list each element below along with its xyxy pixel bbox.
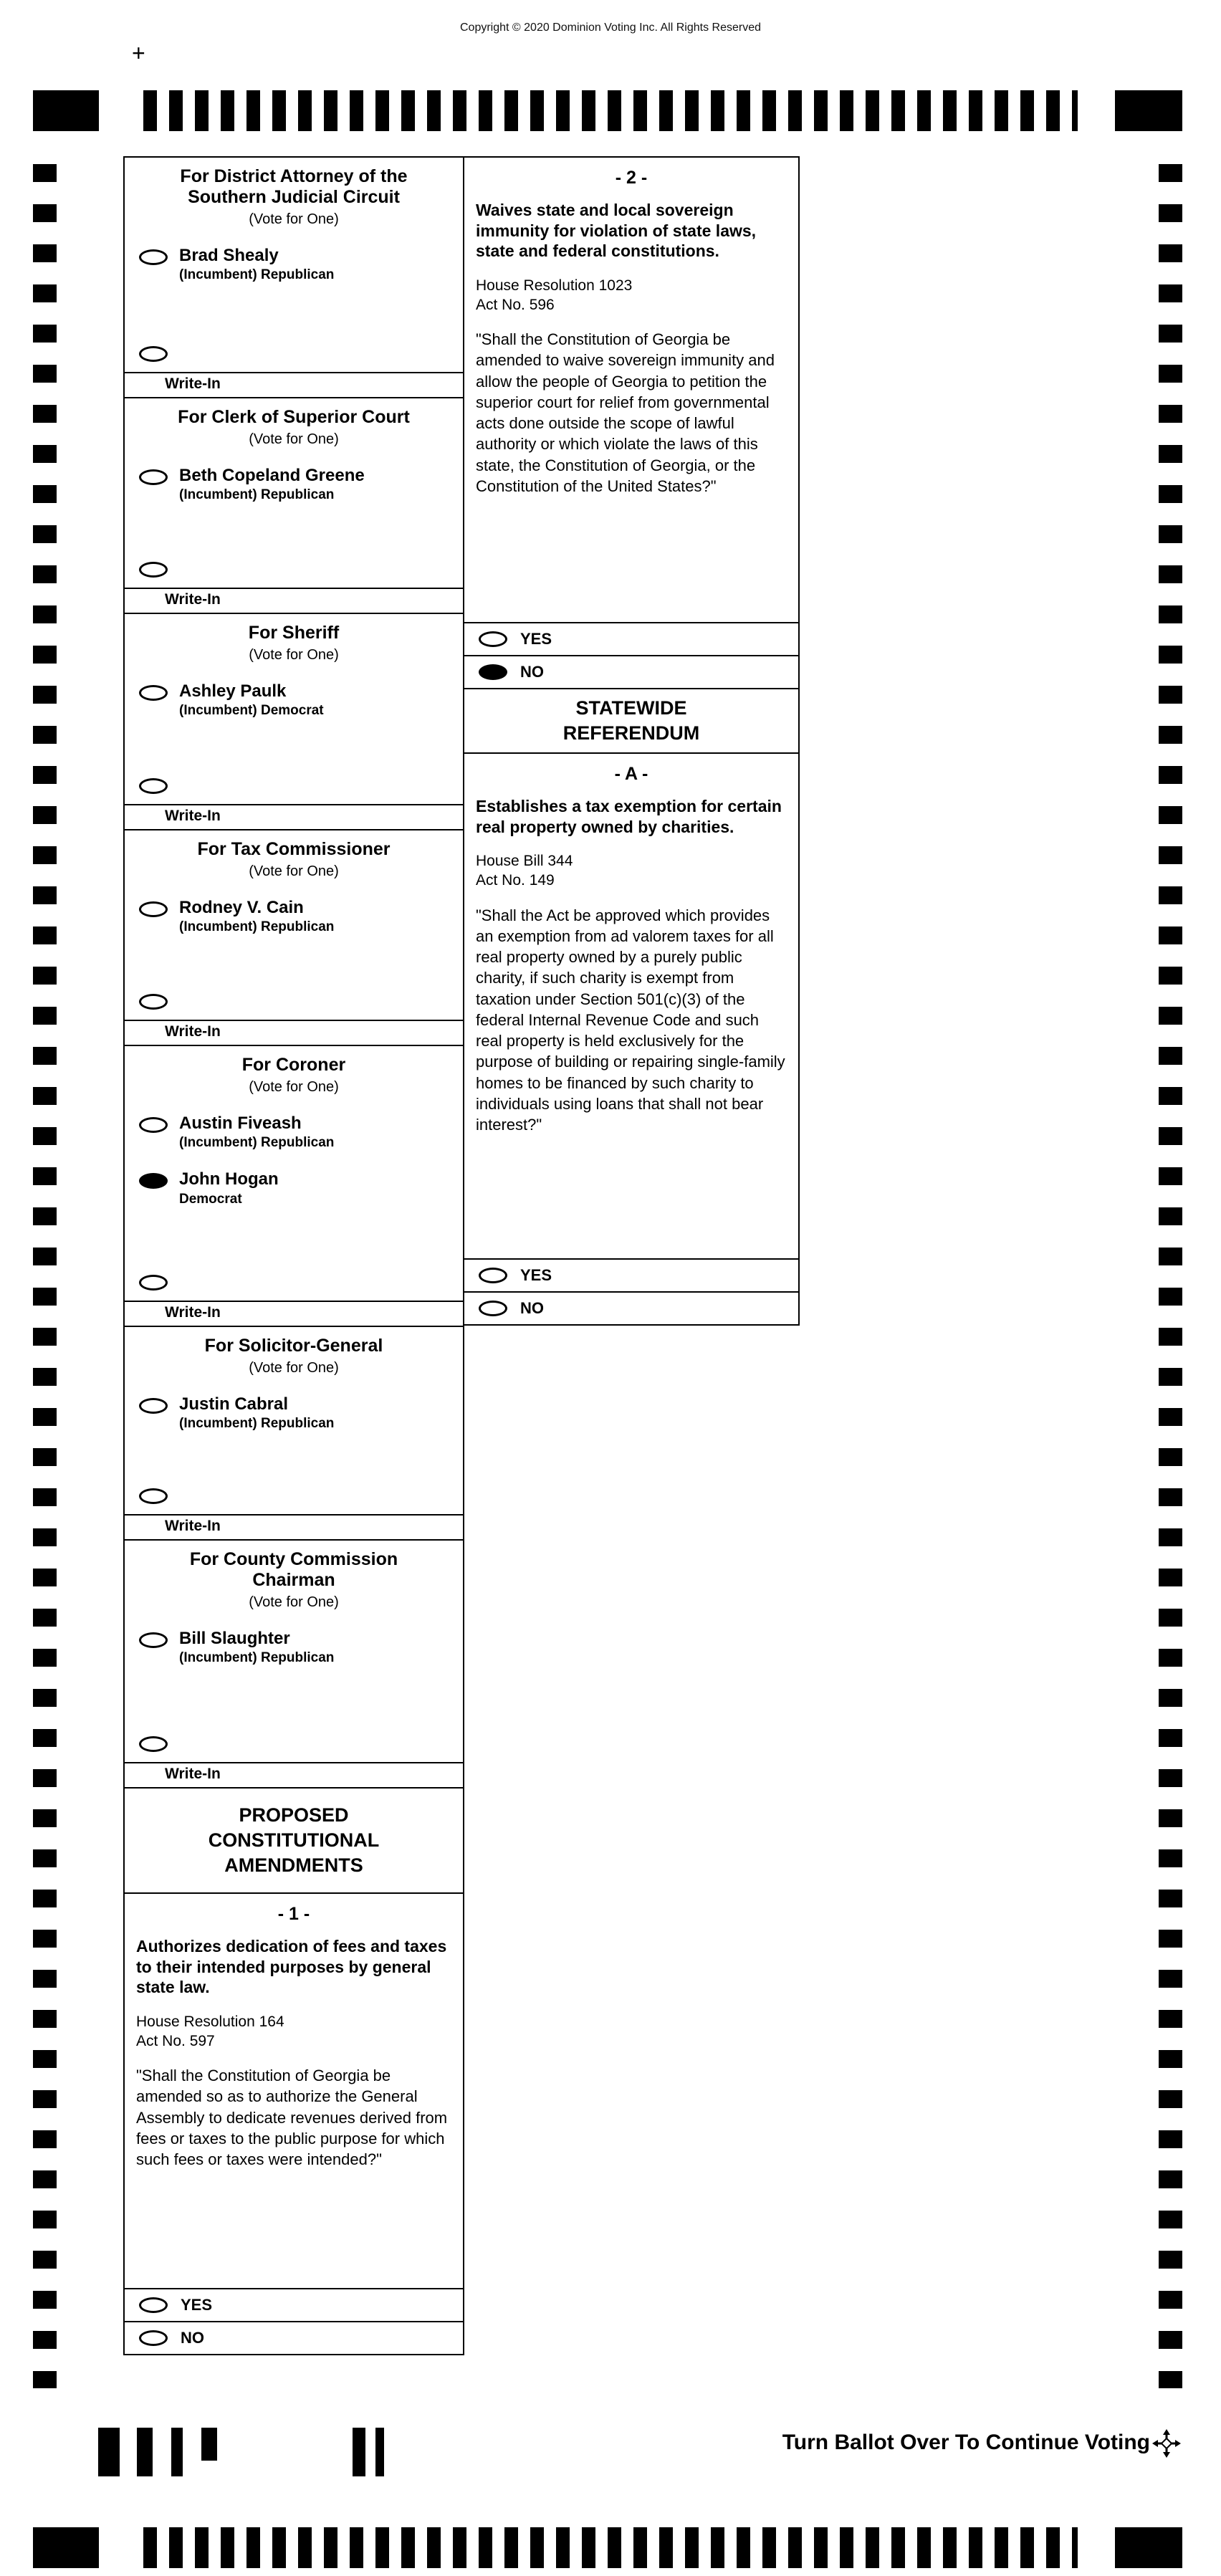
measure-options (464, 1258, 798, 1324)
candidate-row (125, 466, 463, 504)
write-in-oval[interactable] (139, 1488, 168, 1504)
candidate-name: Justin Cabral (179, 1394, 289, 1414)
section-header-proposed-amendments (123, 1787, 464, 1894)
orientation-cross-icon (1151, 2428, 1182, 2459)
write-in-label: Write-In (165, 1766, 221, 1782)
measure-options (464, 622, 798, 688)
write-in-oval-row (125, 343, 463, 372)
measure-box-referendum-a (463, 752, 800, 1326)
race-box-tax-commissioner (123, 829, 464, 1046)
candidate-detail: Democrat (179, 1191, 242, 1207)
vote-oval[interactable] (479, 1301, 507, 1316)
candidate-name: Ashley Paulk (179, 681, 287, 701)
write-in-area[interactable] (125, 1020, 463, 1045)
vote-oval[interactable] (479, 631, 507, 647)
section-title: PROPOSED CONSTITUTIONAL AMENDMENTS (208, 1804, 380, 1877)
candidate-row (125, 682, 463, 719)
vote-oval[interactable] (479, 664, 507, 680)
write-in-oval-row (125, 1272, 463, 1301)
candidate-row (125, 246, 463, 284)
measure-question: "Shall the Constitution of Georgia be amended to waive sovereign immunity and allow the people of Georgia to petition the superior court for relief from governmental acts done outside the scope of lawful authority or which violate the laws of this state, the Constitution of Georgia, or the Constitution of the United States?" (476, 330, 775, 495)
id-bar-icon (171, 2428, 183, 2476)
measure-question: "Shall the Constitution of Georgia be amended so as to authorize the General Assembly to dedicate revenues derived from fees or taxes to the public purpose for which such fees or taxes were intended?" (136, 2067, 448, 2169)
race-instruction: (Vote for One) (249, 1360, 339, 1376)
vote-oval[interactable] (139, 1117, 168, 1133)
measure-number: - A - (614, 764, 648, 784)
race-box-district-attorney (123, 156, 464, 398)
timing-marks-top (33, 90, 1182, 131)
vote-oval[interactable] (479, 1268, 507, 1283)
race-box-solicitor-general (123, 1326, 464, 1541)
timing-ticks-icon (143, 90, 1078, 131)
race-instruction: (Vote for One) (249, 1079, 339, 1095)
measure-reference (125, 1998, 463, 2051)
race-box-coroner (123, 1045, 464, 1327)
right-column (463, 156, 800, 1326)
timing-block-icon (1115, 90, 1182, 131)
write-in-label: Write-In (165, 1518, 221, 1534)
write-in-oval-row (125, 991, 463, 1020)
candidate-name: Rodney V. Cain (179, 898, 304, 917)
write-in-area[interactable] (125, 372, 463, 397)
candidate-name: Bill Slaughter (179, 1629, 290, 1648)
vote-oval[interactable] (139, 901, 168, 917)
write-in-area[interactable] (125, 1762, 463, 1787)
option-row-yes (464, 1258, 798, 1291)
section-title: STATEWIDE REFERENDUM (562, 696, 700, 744)
candidate-detail: (Incumbent) Republican (179, 267, 335, 283)
write-in-label: Write-In (165, 375, 221, 392)
vote-oval[interactable] (139, 1173, 168, 1189)
vote-oval[interactable] (139, 1398, 168, 1414)
timing-marks-left (33, 164, 57, 2388)
id-bar-icon (375, 2428, 384, 2476)
measure-reference (464, 837, 798, 891)
reference-line: Act No. 596 (476, 296, 555, 313)
candidate-name: Austin Fiveash (179, 1114, 302, 1133)
candidate-detail: (Incumbent) Republican (179, 1135, 335, 1151)
reference-line: House Resolution 164 (136, 2013, 284, 2030)
timing-ticks-icon (143, 2527, 1078, 2568)
measure-summary: Establishes a tax exemption for certain real property owned by charities. (476, 797, 782, 836)
vote-oval[interactable] (139, 2330, 168, 2346)
race-instruction: (Vote for One) (249, 1594, 339, 1610)
reference-line: Act No. 597 (136, 2032, 215, 2049)
timing-block-icon (33, 90, 99, 131)
measure-summary: Waives state and local sovereign immunity for violation of state laws, state and federal constitutions. (476, 201, 757, 261)
measure-options (125, 2288, 463, 2354)
candidate-detail: (Incumbent) Republican (179, 1416, 335, 1432)
measure-summary: Authorizes dedication of fees and taxes to their intended purposes by general state law. (136, 1937, 447, 1997)
write-in-oval-row (125, 775, 463, 804)
race-box-county-commission-chairman (123, 1539, 464, 1789)
candidate-detail: (Incumbent) Democrat (179, 703, 324, 719)
write-in-label: Write-In (165, 808, 221, 824)
measure-box-amendment-2 (463, 156, 800, 689)
race-title: For Tax Commissioner (197, 839, 391, 859)
vote-oval[interactable] (139, 249, 168, 265)
race-title: For County Commission Chairman (189, 1549, 398, 1590)
option-label: NO (520, 663, 544, 681)
race-title: For Sheriff (248, 623, 340, 643)
vote-oval[interactable] (139, 469, 168, 485)
write-in-oval[interactable] (139, 994, 168, 1010)
vote-oval[interactable] (139, 685, 168, 701)
write-in-label: Write-In (165, 1023, 221, 1040)
measure-question: "Shall the Act be approved which provides an exemption from ad valorem taxes for all real property owned by a purely public charity, if such charity is exempt from taxation under Section 501(c)(3) of the federal Internal Revenue Code and such real property is held exclusively for the purpose of building or repairing single-family homes to be financed by such charity to individuals using loans that shall not bear interest?" (476, 906, 785, 1134)
write-in-oval[interactable] (139, 346, 168, 362)
write-in-oval[interactable] (139, 562, 168, 578)
candidate-row (125, 1395, 463, 1432)
write-in-area[interactable] (125, 1301, 463, 1326)
candidate-row (125, 899, 463, 936)
turn-ballot-over-instruction: Turn Ballot Over To Continue Voting (782, 2431, 1150, 2454)
measure-number: - 1 - (277, 1904, 310, 1924)
measure-reference (464, 262, 798, 315)
race-title: For District Attorney of the Southern Judicial Circuit (180, 166, 408, 207)
write-in-oval[interactable] (139, 778, 168, 794)
candidate-detail: (Incumbent) Republican (179, 487, 335, 503)
timing-marks-bottom (33, 2527, 1182, 2568)
measure-number: - 2 - (615, 168, 648, 188)
write-in-oval[interactable] (139, 1736, 168, 1752)
race-instruction: (Vote for One) (249, 431, 339, 447)
race-title: For Solicitor-General (204, 1336, 383, 1356)
id-bar-icon (98, 2428, 120, 2476)
measure-box-amendment-1 (123, 1892, 464, 2355)
option-label: NO (181, 2329, 204, 2347)
write-in-oval[interactable] (139, 1275, 168, 1291)
reference-line: Act No. 149 (476, 872, 555, 889)
id-bar-icon (137, 2428, 153, 2476)
option-label: NO (520, 1299, 544, 1317)
write-in-area[interactable] (125, 588, 463, 613)
candidate-row (125, 1170, 463, 1207)
option-label: YES (181, 2296, 213, 2314)
candidate-name: Beth Copeland Greene (179, 466, 365, 485)
timing-block-icon (33, 2527, 99, 2568)
ballot-id-marks (98, 2428, 217, 2476)
write-in-oval-row (125, 1485, 463, 1514)
option-row-no (464, 655, 798, 688)
option-row-no (464, 1291, 798, 1324)
race-instruction: (Vote for One) (249, 211, 339, 227)
race-title: For Coroner (241, 1055, 346, 1075)
race-box-clerk-superior-court (123, 397, 464, 614)
vote-oval[interactable] (139, 1632, 168, 1648)
section-header-statewide-referendum (463, 688, 800, 754)
write-in-label: Write-In (165, 591, 221, 608)
candidate-row (125, 1629, 463, 1667)
copyright-line: Copyright © 2020 Dominion Voting Inc. All Rights Reserved (459, 21, 761, 34)
option-label: YES (520, 630, 552, 648)
candidate-detail: (Incumbent) Republican (179, 1650, 335, 1666)
write-in-oval-row (125, 1733, 463, 1762)
candidate-name: John Hogan (179, 1169, 279, 1189)
left-column (123, 156, 464, 2355)
candidate-row (125, 1114, 463, 1151)
write-in-area[interactable] (125, 1514, 463, 1539)
candidate-detail: (Incumbent) Republican (179, 919, 335, 935)
race-title: For Clerk of Superior Court (178, 407, 410, 427)
reference-line: House Bill 344 (476, 853, 573, 870)
write-in-label: Write-In (165, 1304, 221, 1321)
write-in-area[interactable] (125, 804, 463, 829)
option-row-yes (464, 622, 798, 655)
registration-plus-icon: + (132, 40, 145, 66)
option-row-yes (125, 2288, 463, 2321)
ballot-id-marks (353, 2428, 384, 2476)
write-in-oval-row (125, 559, 463, 588)
vote-oval[interactable] (139, 2297, 168, 2313)
candidate-name: Brad Shealy (179, 246, 279, 265)
id-bar-icon (353, 2428, 365, 2476)
timing-marks-right (1159, 164, 1182, 2388)
reference-line: House Resolution 1023 (476, 277, 633, 294)
timing-block-icon (1115, 2527, 1182, 2568)
race-instruction: (Vote for One) (249, 647, 339, 663)
option-row-no (125, 2321, 463, 2354)
race-box-sheriff (123, 613, 464, 830)
option-label: YES (520, 1266, 552, 1284)
id-bar-icon (201, 2428, 217, 2461)
race-instruction: (Vote for One) (249, 863, 339, 879)
